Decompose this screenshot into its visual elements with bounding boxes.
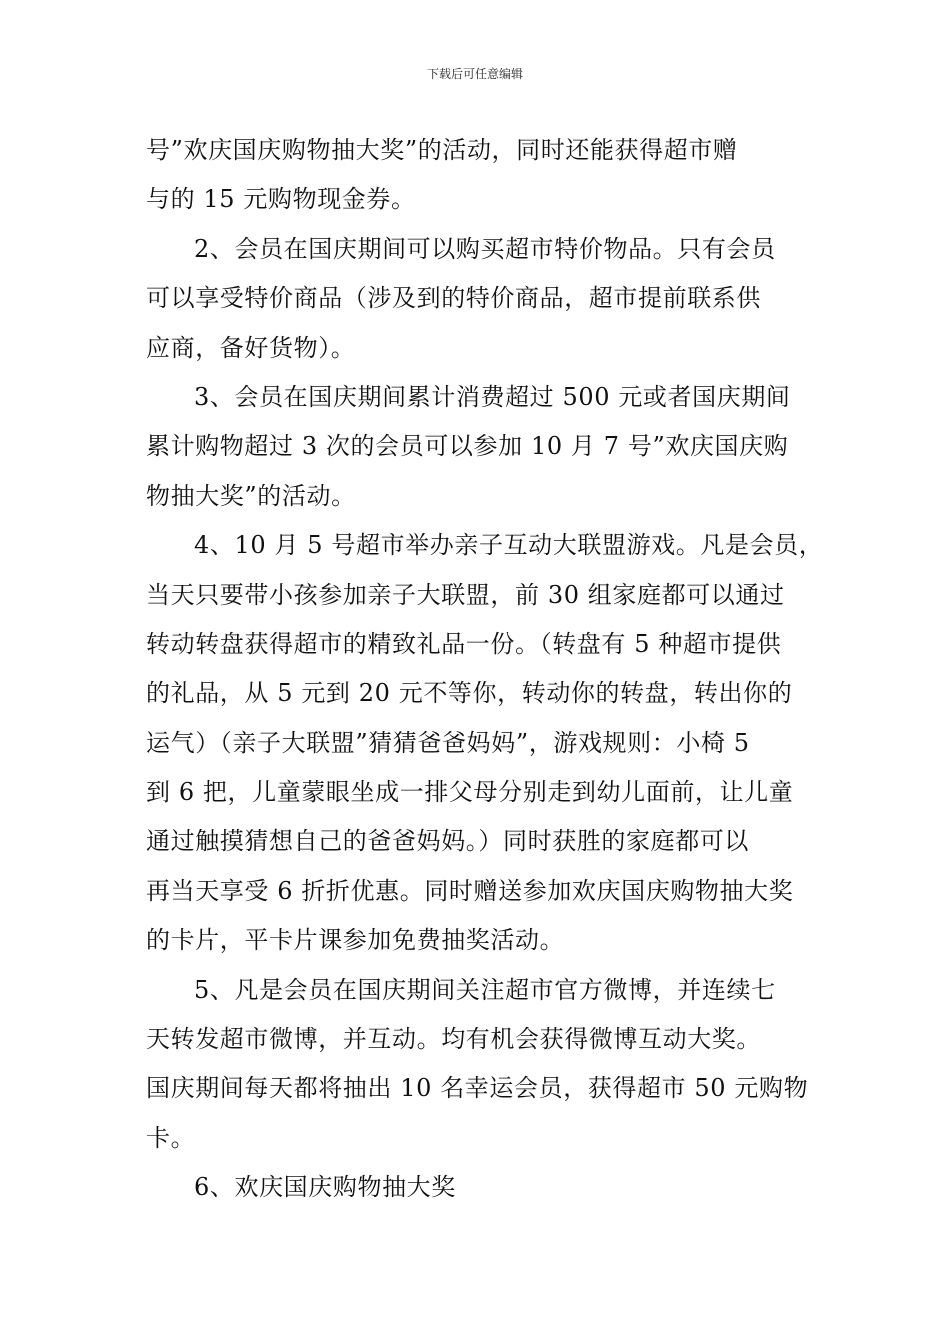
text-line: 的礼品，从 5 元到 20 元不等你，转动你的转盘，转出你的 [146, 679, 793, 708]
text-line: 累计购物超过 3 次的会员可以参加 10 月 7 号”欢庆国庆购 [146, 432, 789, 461]
text-line: 卡。 [146, 1123, 196, 1152]
text-line: 6、欢庆国庆购物抽大奖 [194, 1173, 456, 1202]
text-line: 3、会员在国庆期间累计消费超过 500 元或者国庆期间 [194, 382, 791, 411]
text-line: 再当天享受 6 折折优惠。同时赠送参加欢庆国庆购物抽大奖 [146, 876, 794, 905]
text-line: 通过触摸猜想自己的爸爸妈妈。）同时获胜的家庭都可以 [146, 827, 749, 856]
text-line: 应商，备好货物）。 [146, 333, 356, 362]
text-line: 转动转盘获得超市的精致礼品一份。（转盘有 5 种超市提供 [146, 629, 782, 658]
text-line: 可以享受特价商品（涉及到的特价商品，超市提前联系供 [146, 284, 761, 313]
paragraph-item-3 [146, 373, 816, 521]
text-line: 号”欢庆国庆购物抽大奖”的活动，同时还能获得超市赠 [146, 136, 738, 164]
paragraph-continuation [146, 126, 816, 225]
paragraph-item-5 [146, 966, 816, 1164]
text-line: 当天只要带小孩参加亲子大联盟，前 30 组家庭都可以通过 [146, 580, 785, 609]
paragraph-item-6 [146, 1163, 816, 1212]
text-line: 5、凡是会员在国庆期间关注超市官方微博，并连续七 [194, 975, 776, 1004]
page-header: 下载后可任意编辑 [426, 67, 523, 81]
paragraph-item-4 [146, 521, 824, 966]
text-line: 运气）（亲子大联盟”猜猜爸爸妈妈”，游戏规则：小椅 5 [146, 728, 750, 757]
document-body [146, 126, 824, 1213]
text-line: 的卡片，平卡片课参加免费抽奖活动。 [146, 926, 565, 955]
paragraph-item-2 [146, 225, 816, 373]
text-line: 物抽大奖”的活动。 [146, 481, 356, 510]
text-line: 到 6 把，儿童蒙眼坐成一排父母分别走到幼儿面前，让儿童 [146, 778, 794, 807]
text-line: 国庆期间每天都将抽出 10 名幸运会员，获得超市 50 元购物 [146, 1074, 809, 1103]
text-line: 2、会员在国庆期间可以购买超市特价物品。只有会员 [194, 234, 776, 263]
text-line: 4、10 月 5 号超市举办亲子互动大联盟游戏。凡是会员， [194, 531, 824, 560]
text-line: 天转发超市微博，并互动。均有机会获得微博互动大奖。 [146, 1025, 761, 1054]
text-line: 与的 15 元购物现金券。 [146, 185, 416, 214]
